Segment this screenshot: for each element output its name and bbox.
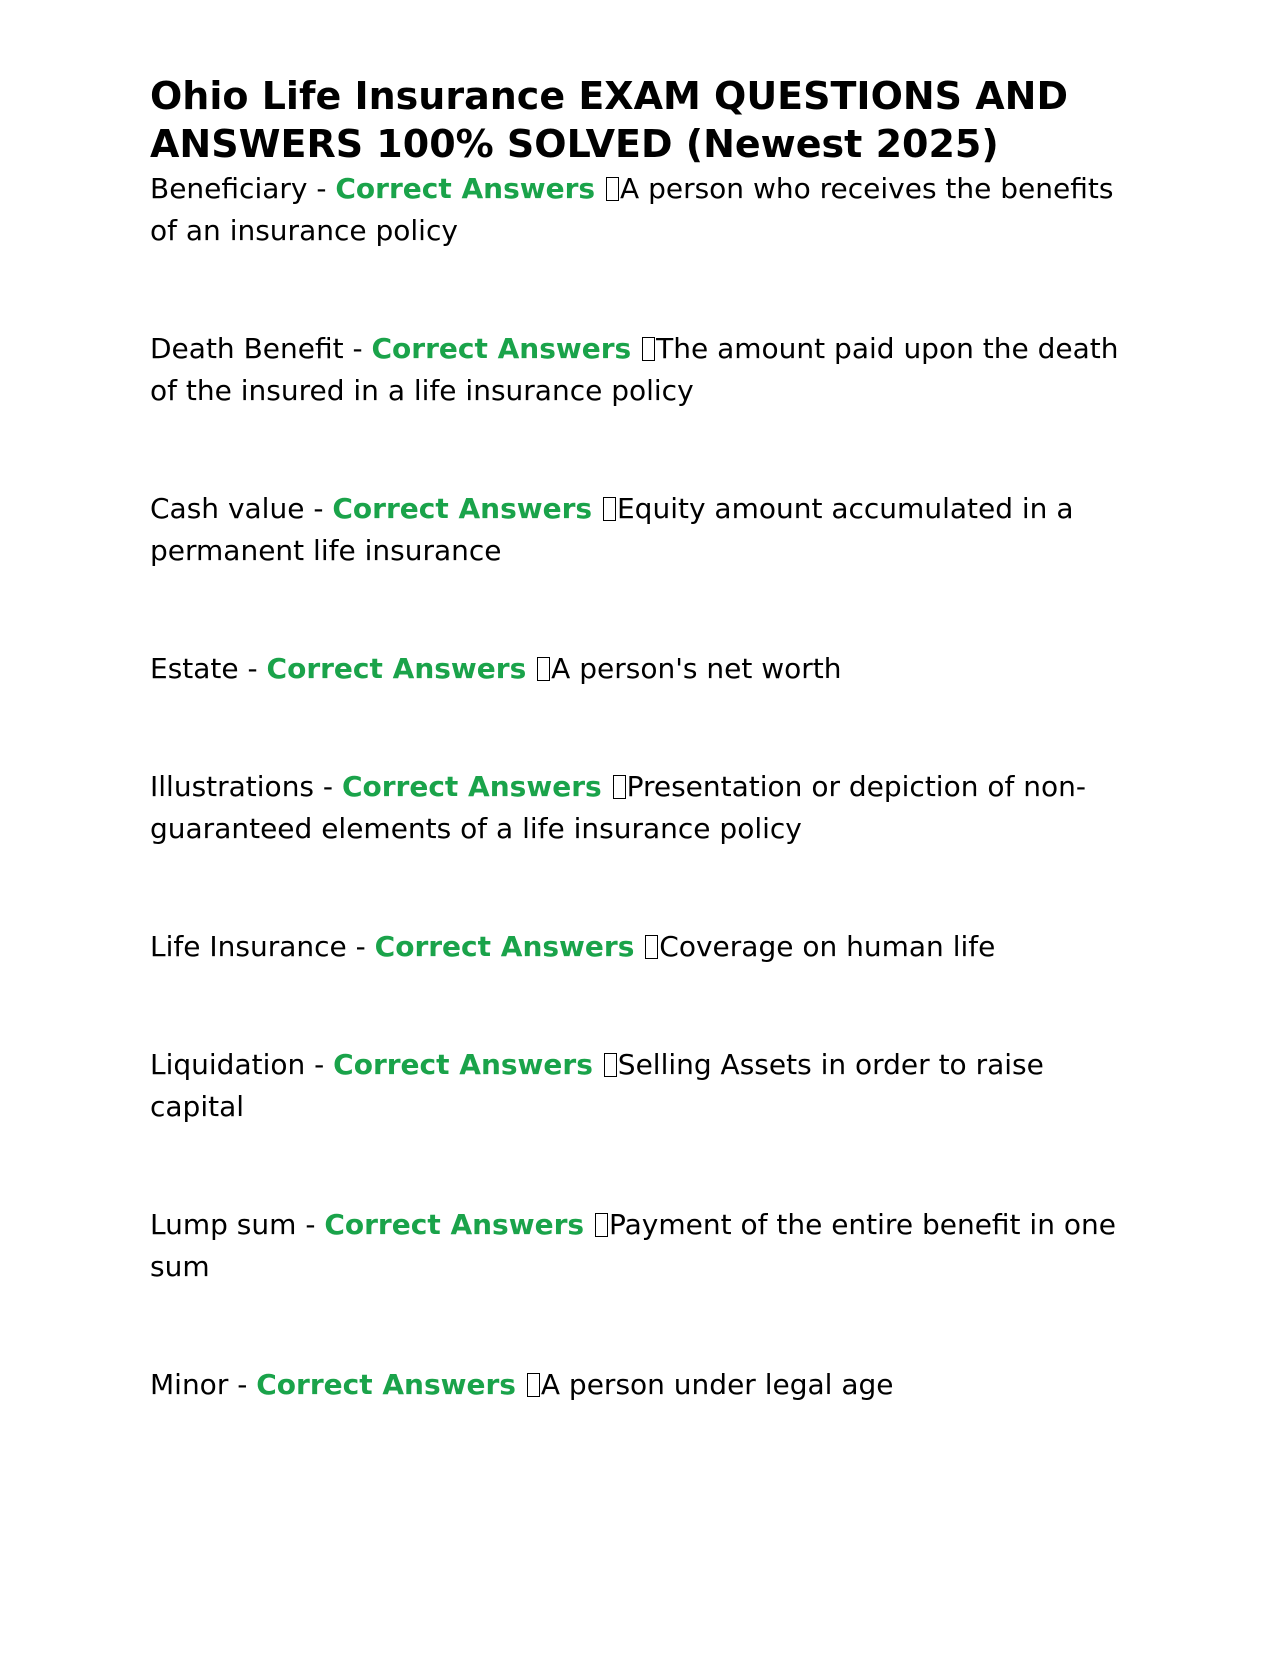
entry-separator: - xyxy=(296,1208,325,1241)
missing-glyph-icon xyxy=(645,935,658,959)
entry-definition: Equity amount accumulated in a permanent life insurance xyxy=(150,492,1074,567)
entry-definition: Coverage on human life xyxy=(659,930,996,963)
entry-separator: - xyxy=(343,332,372,365)
missing-glyph-icon xyxy=(642,337,655,361)
entry-separator: - xyxy=(314,770,342,803)
missing-glyph-icon xyxy=(606,177,619,201)
entry-definition: A person's net worth xyxy=(551,652,842,685)
qa-entry xyxy=(150,1364,1140,1406)
correct-answers-label: Correct Answers xyxy=(335,172,596,205)
entry-term: Minor xyxy=(150,1368,229,1401)
entry-definition: Payment of the entire benefit in one sum xyxy=(150,1208,1116,1283)
qa-entry xyxy=(150,328,1140,412)
correct-answers-label: Correct Answers xyxy=(374,930,635,963)
entry-definition: Presentation or depiction of non-guaranteed elements of a life insurance policy xyxy=(150,770,1086,845)
entry-term: Illustrations xyxy=(150,770,315,803)
missing-glyph-icon xyxy=(604,1053,617,1077)
entry-definition: A person who receives the benefits of an insurance policy xyxy=(150,172,1114,247)
correct-answers-label: Correct Answers xyxy=(266,652,527,685)
document-page xyxy=(150,72,1140,1406)
missing-glyph-icon xyxy=(537,657,550,681)
qa-entry xyxy=(150,488,1140,572)
entry-separator: - xyxy=(305,1048,334,1081)
correct-answers-label: Correct Answers xyxy=(324,1208,585,1241)
missing-glyph-icon xyxy=(613,775,626,799)
qa-entry xyxy=(150,168,1140,252)
correct-answers-label: Correct Answers xyxy=(371,332,632,365)
qa-entry xyxy=(150,766,1140,850)
entry-separator: - xyxy=(307,172,336,205)
missing-glyph-icon xyxy=(603,497,616,521)
qa-entry xyxy=(150,926,1140,968)
entry-definition: The amount paid upon the death of the insured in a life insurance policy xyxy=(150,332,1119,407)
entry-term: Beneficiary xyxy=(150,172,308,205)
qa-entry xyxy=(150,1204,1140,1288)
entry-separator: - xyxy=(238,652,267,685)
entry-term: Death Benefit xyxy=(150,332,344,365)
entry-separator: - xyxy=(346,930,375,963)
correct-answers-label: Correct Answers xyxy=(332,492,593,525)
correct-answers-label: Correct Answers xyxy=(333,1048,593,1081)
correct-answers-label: Correct Answers xyxy=(256,1368,516,1401)
entry-term: Liquidation xyxy=(150,1048,306,1081)
entry-separator: - xyxy=(304,492,333,525)
entry-definition: A person under legal age xyxy=(540,1368,894,1401)
document-title: Ohio Life Insurance EXAM QUESTIONS AND ANSWERS 100% SOLVED (Newest 2025) xyxy=(150,74,1069,166)
entry-term: Lump sum xyxy=(150,1208,297,1241)
qa-entry xyxy=(150,1044,1140,1128)
entry-term: Life Insurance xyxy=(150,930,347,963)
qa-entry xyxy=(150,648,1140,690)
entry-separator: - xyxy=(228,1368,257,1401)
entry-term: Cash value xyxy=(150,492,305,525)
qa-list xyxy=(150,168,1140,1406)
entry-term: Estate xyxy=(150,652,239,685)
correct-answers-label: Correct Answers xyxy=(341,770,602,803)
missing-glyph-icon xyxy=(527,1373,540,1397)
missing-glyph-icon xyxy=(595,1213,608,1237)
entry-definition: Selling Assets in order to raise capital xyxy=(150,1048,1044,1123)
